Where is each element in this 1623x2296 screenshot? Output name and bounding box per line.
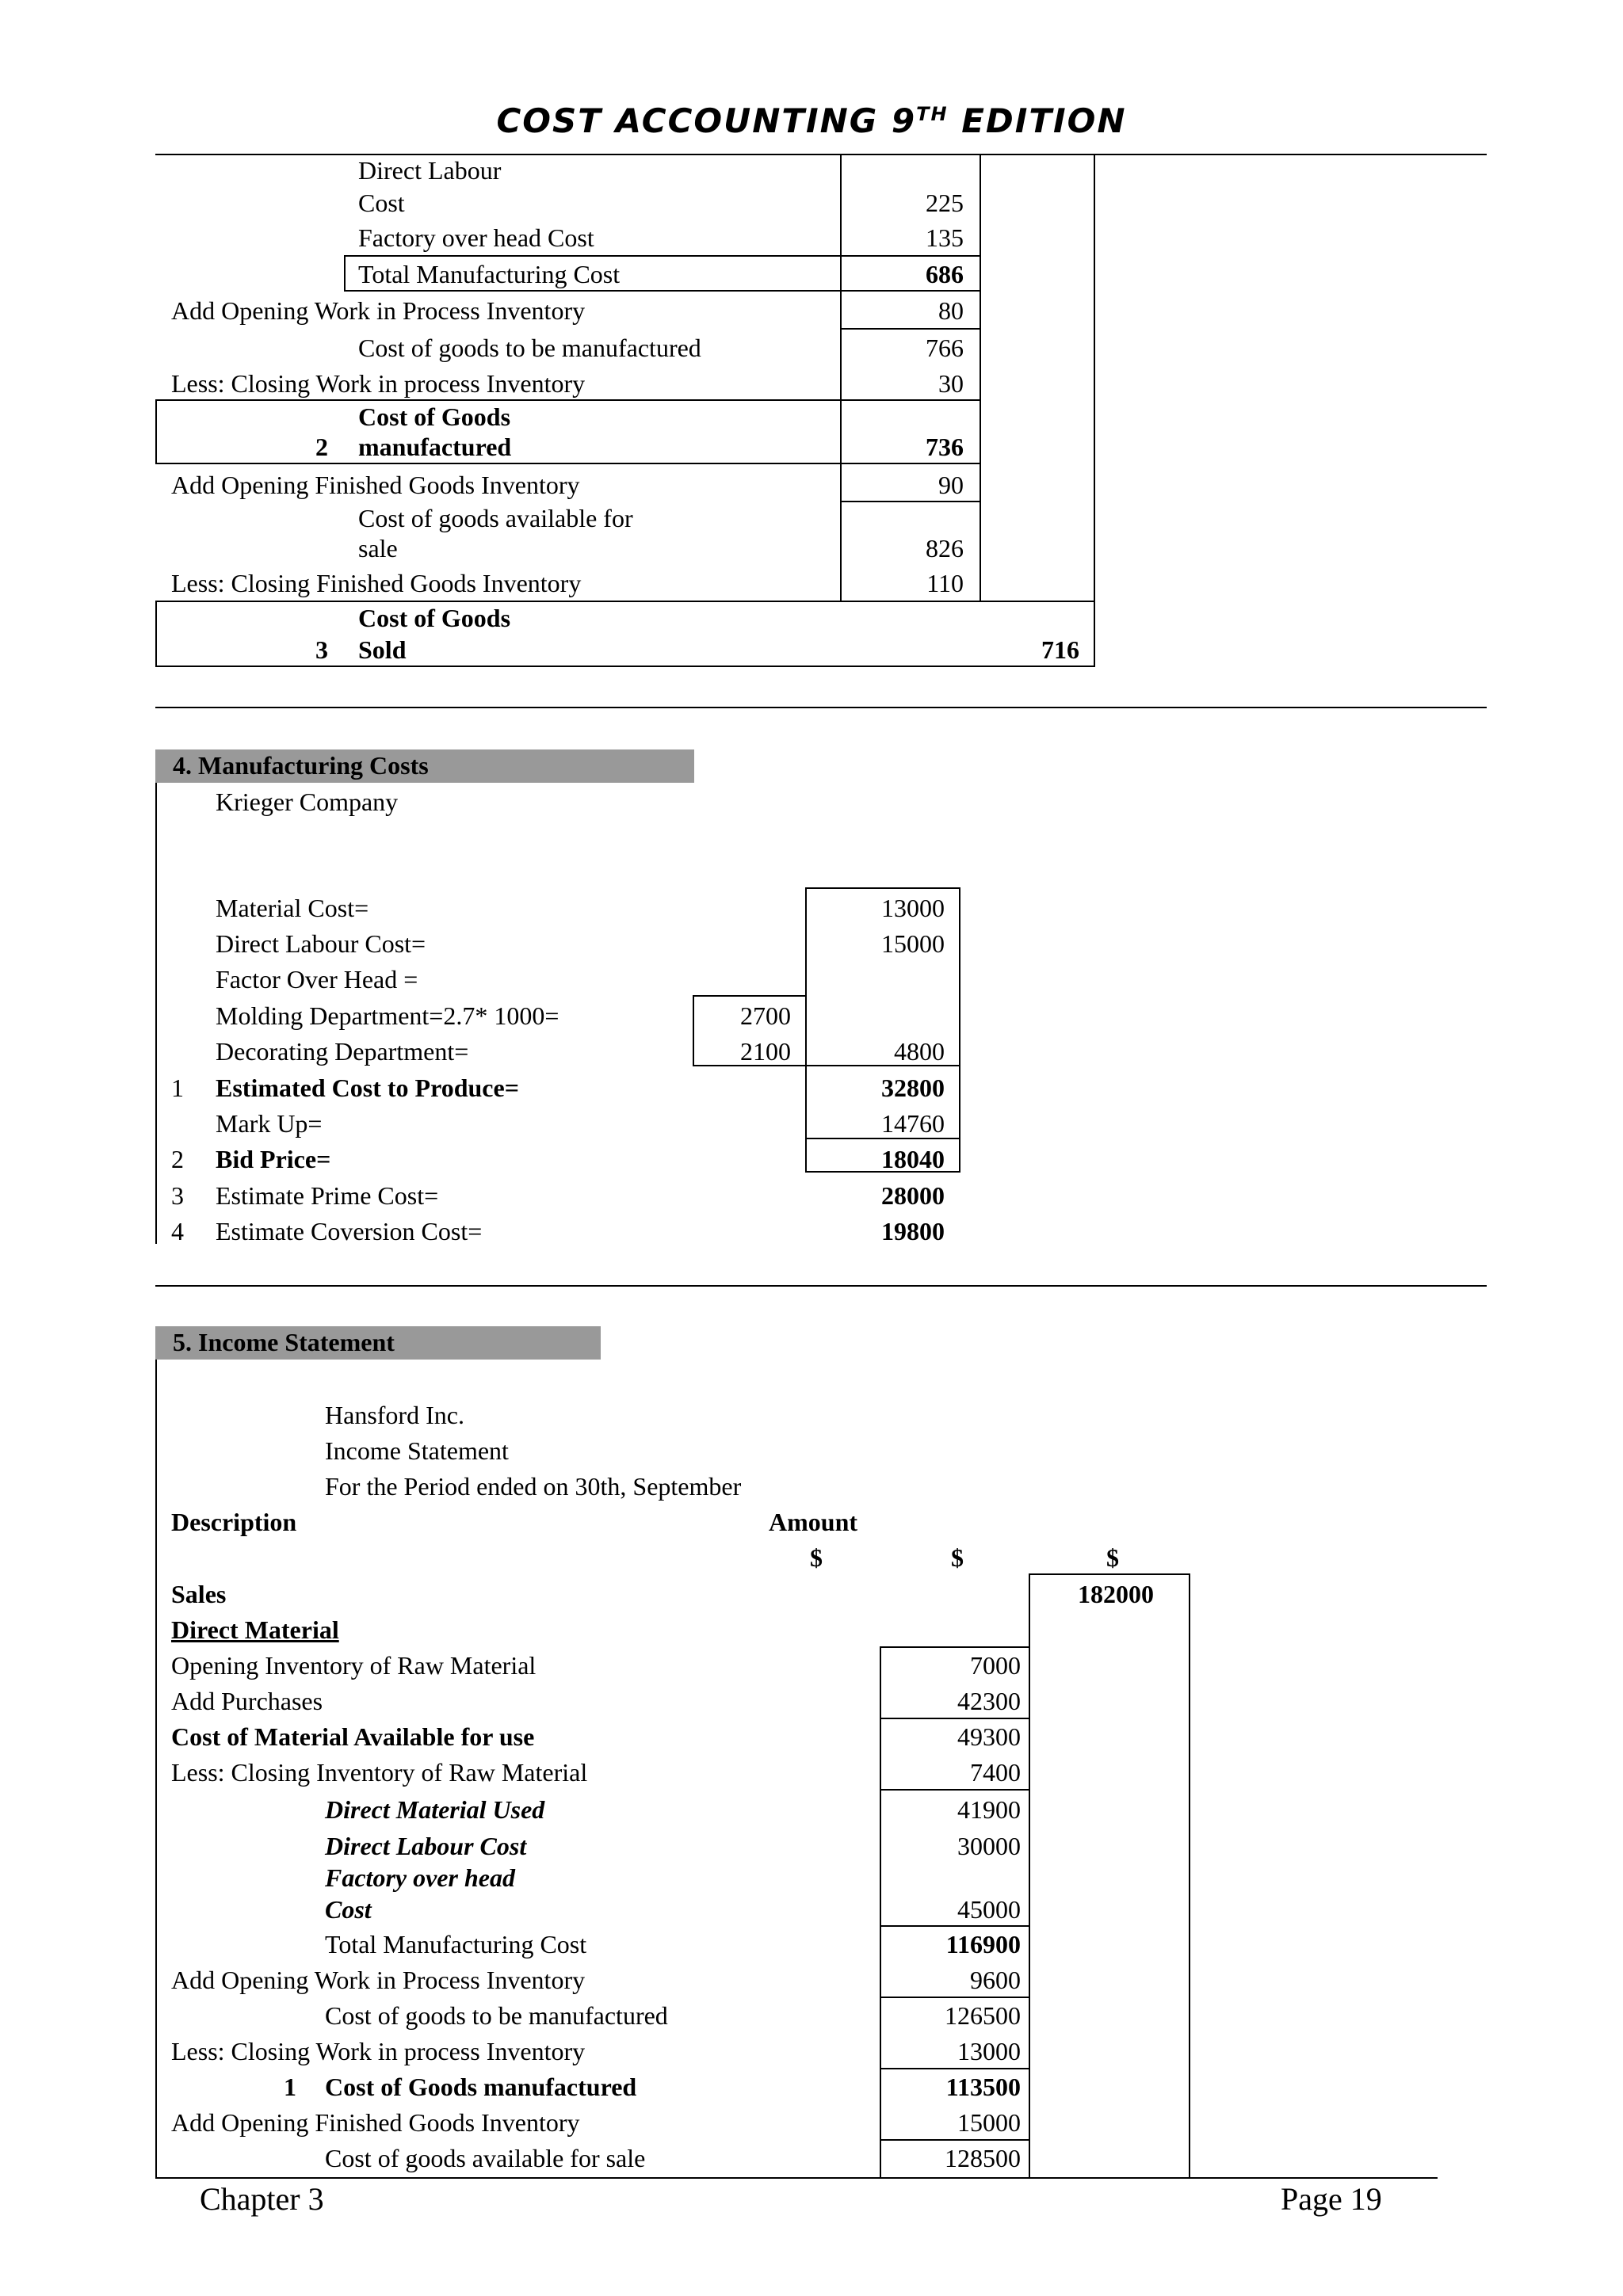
s5-cgafs-value: 128500 xyxy=(945,2144,1021,2172)
s4-prime-cost-label: Estimate Prime Cost= xyxy=(216,1181,439,1210)
s1-cfg-value: 110 xyxy=(926,569,964,597)
s5-statement-title: Income Statement xyxy=(325,1436,509,1465)
s4-labour-value: 15000 xyxy=(881,929,945,958)
s5-dlc-value: 30000 xyxy=(957,1832,1021,1860)
s1-cfg-label: Less: Closing Finished Goods Inventory xyxy=(171,569,582,597)
s1-cgs-value: 716 xyxy=(1041,635,1079,664)
s5-cgm-label: Cost of Goods manufactured xyxy=(325,2073,637,2101)
s5-cirm-value: 7400 xyxy=(970,1758,1021,1787)
s4-molding-label: Molding Department=2.7* 1000= xyxy=(216,1001,559,1030)
s1-rule-1 xyxy=(840,328,981,330)
s4-markup-value: 14760 xyxy=(881,1109,945,1138)
s5-foh-label-a: Factory over head xyxy=(325,1863,515,1892)
s4-molding-value: 2700 xyxy=(740,1001,791,1030)
s1-cgm-label-a: Cost of Goods xyxy=(358,402,511,431)
s4-number-2: 2 xyxy=(171,1145,184,1173)
s5-cgtbm-value: 126500 xyxy=(945,2001,1021,2030)
s5-cgm-value: 113500 xyxy=(945,2073,1021,2101)
s5-cwip-label: Less: Closing Work in process Inventory xyxy=(171,2037,586,2065)
s4-number-4: 4 xyxy=(171,1217,184,1245)
s1-cgs-number: 3 xyxy=(315,635,328,664)
s5-dlc-label: Direct Labour Cost xyxy=(325,1832,527,1860)
s4-estimated-cost-label: Estimated Cost to Produce= xyxy=(216,1074,519,1102)
s5-ofg-label: Add Opening Finished Goods Inventory xyxy=(171,2108,580,2137)
s5-currency-1: $ xyxy=(810,1543,823,1572)
s4-bid-price-value: 18040 xyxy=(881,1145,945,1173)
s5-sales-label: Sales xyxy=(171,1580,227,1608)
s1-direct-labour-value: 225 xyxy=(926,189,964,217)
s1-cgs-box xyxy=(155,601,1095,667)
s1-cgafs-label-a: Cost of goods available for xyxy=(358,504,633,532)
s1-direct-labour-label: Direct Labour xyxy=(358,156,502,185)
s5-description-header: Description xyxy=(171,1508,297,1536)
s1-col-line-c xyxy=(1094,155,1095,666)
s5-ofg-value: 15000 xyxy=(957,2108,1021,2137)
s5-title-bar: 5. Income Statement xyxy=(155,1326,601,1360)
s1-cgs-label-b: Sold xyxy=(358,635,407,664)
header-title: COST ACCOUNTING 9 xyxy=(496,101,917,140)
header-rule xyxy=(155,154,1487,155)
s1-cgs-label-a: Cost of Goods xyxy=(358,604,511,632)
section-divider-1 xyxy=(155,707,1487,708)
s1-cgafs-label-b: sale xyxy=(358,534,398,563)
section-divider-2 xyxy=(155,1285,1487,1287)
s5-rule-3 xyxy=(880,1925,1030,1927)
s5-purchases-label: Add Purchases xyxy=(171,1687,323,1715)
s5-col-line-b xyxy=(1029,1573,1030,2177)
s4-conversion-cost-value: 19800 xyxy=(881,1217,945,1245)
s4-labour-label: Direct Labour Cost= xyxy=(216,929,426,958)
footer-page-number: Page 19 xyxy=(1281,2181,1382,2217)
s4-number-1: 1 xyxy=(171,1074,184,1102)
s5-rule-1 xyxy=(880,1718,1030,1719)
s5-company: Hansford Inc. xyxy=(325,1401,464,1429)
s4-prime-cost-value: 28000 xyxy=(881,1181,945,1210)
s1-cwip-value: 30 xyxy=(938,369,964,398)
s5-tmc-value: 116900 xyxy=(945,1930,1021,1958)
s1-cgm-label-b: manufactured xyxy=(358,433,512,461)
footer-rule xyxy=(155,2177,1438,2179)
s5-left-rule xyxy=(155,1360,157,2177)
s1-ofg-label: Add Opening Finished Goods Inventory xyxy=(171,471,580,499)
s1-col-line-b xyxy=(980,155,981,601)
s1-cwip-label: Less: Closing Work in process Inventory xyxy=(171,369,586,398)
s1-owip-value: 80 xyxy=(938,296,964,325)
s1-foh-value: 135 xyxy=(926,223,964,252)
s5-col-line-c xyxy=(1189,1573,1190,2177)
s5-owip-value: 9600 xyxy=(970,1966,1021,1994)
s1-ofg-value: 90 xyxy=(938,471,964,499)
s1-cgm-value: 736 xyxy=(926,433,964,461)
footer-chapter: Chapter 3 xyxy=(200,2181,324,2217)
s5-rule-4 xyxy=(880,1997,1030,1998)
s4-company: Krieger Company xyxy=(216,788,399,816)
s5-tmc-label: Total Manufacturing Cost xyxy=(325,1930,587,1958)
s1-rule-2 xyxy=(840,501,981,502)
s5-cgafs-label: Cost of goods available for sale xyxy=(325,2144,646,2172)
s5-foh-value: 45000 xyxy=(957,1895,1021,1924)
s4-left-rule xyxy=(155,783,157,1244)
s4-decorating-value: 2100 xyxy=(740,1037,791,1066)
s4-rule-2 xyxy=(805,1138,960,1139)
s4-foh-total: 4800 xyxy=(894,1037,945,1066)
s5-values-top-rule xyxy=(880,1646,1030,1648)
s5-dmu-value: 41900 xyxy=(957,1795,1021,1824)
s5-oirm-value: 7000 xyxy=(970,1651,1021,1680)
s1-direct-labour-label-2: Cost xyxy=(358,189,405,217)
s4-foh-label: Factor Over Head = xyxy=(216,965,418,994)
s1-cgtbm-value: 766 xyxy=(926,334,964,362)
page-header xyxy=(0,101,1623,140)
header-title-suffix: EDITION xyxy=(948,101,1127,140)
s4-conversion-cost-label: Estimate Coversion Cost= xyxy=(216,1217,483,1245)
s5-sales-value: 182000 xyxy=(1078,1580,1154,1608)
s5-sales-top-rule xyxy=(1029,1573,1190,1575)
s5-cirm-label: Less: Closing Inventory of Raw Material xyxy=(171,1758,588,1787)
s1-foh-label: Factory over head Cost xyxy=(358,223,594,252)
s4-decorating-label: Decorating Department= xyxy=(216,1037,469,1066)
s5-oirm-label: Opening Inventory of Raw Material xyxy=(171,1651,537,1680)
s4-material-value: 13000 xyxy=(881,894,945,922)
header-sup: TH xyxy=(916,103,949,125)
s4-title-bar: 4. Manufacturing Costs xyxy=(155,749,694,783)
s5-foh-label-b: Cost xyxy=(325,1895,372,1924)
s4-markup-label: Mark Up= xyxy=(216,1109,323,1138)
s5-cgtbm-label: Cost of goods to be manufactured xyxy=(325,2001,668,2030)
s5-cgm-number: 1 xyxy=(284,2073,296,2101)
s1-cgm-number: 2 xyxy=(315,433,328,461)
s5-currency-2: $ xyxy=(951,1543,964,1572)
s5-period: For the Period ended on 30th, September xyxy=(325,1472,742,1501)
s1-tmc-value: 686 xyxy=(926,260,964,288)
s4-bid-price-label: Bid Price= xyxy=(216,1145,331,1173)
s5-cmafu-value: 49300 xyxy=(957,1722,1021,1751)
s1-cgafs-value: 826 xyxy=(926,534,964,563)
s4-estimated-cost-value: 32800 xyxy=(881,1074,945,1102)
s5-owip-label: Add Opening Work in Process Inventory xyxy=(171,1966,586,1994)
s4-material-label: Material Cost= xyxy=(216,894,369,922)
s5-cwip-value: 13000 xyxy=(957,2037,1021,2065)
s5-cmafu-label: Cost of Material Available for use xyxy=(171,1722,535,1751)
s1-owip-label: Add Opening Work in Process Inventory xyxy=(171,296,586,325)
s5-amount-header: Amount xyxy=(769,1508,858,1536)
s1-tmc-label: Total Manufacturing Cost xyxy=(358,260,621,288)
s5-currency-3: $ xyxy=(1106,1543,1119,1572)
s4-number-3: 3 xyxy=(171,1181,184,1210)
s5-purchases-value: 42300 xyxy=(957,1687,1021,1715)
s5-dmu-label: Direct Material Used xyxy=(325,1795,545,1824)
s5-rule-2 xyxy=(880,1789,1030,1791)
s1-cgtbm-label: Cost of goods to be manufactured xyxy=(358,334,701,362)
s5-rule-5 xyxy=(880,2068,1030,2069)
s5-direct-material-heading: Direct Material xyxy=(171,1615,339,1644)
s5-rule-6 xyxy=(880,2139,1030,2141)
